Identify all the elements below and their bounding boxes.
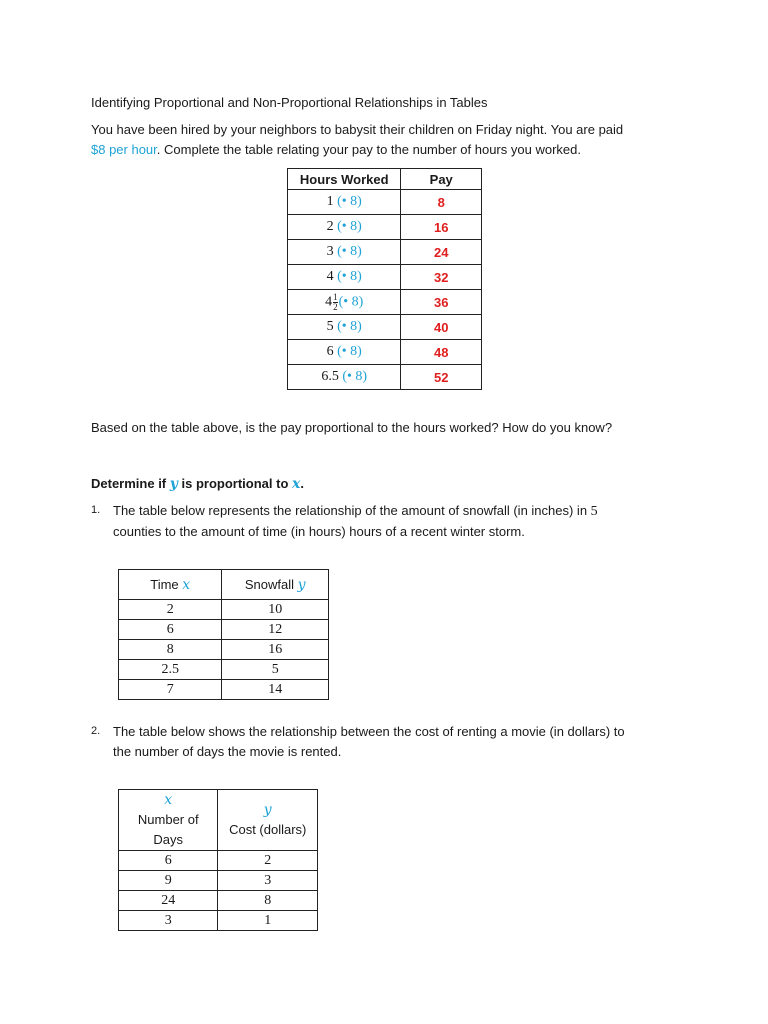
table-row bbox=[288, 315, 482, 340]
x-cell: 2.5 bbox=[119, 660, 222, 680]
table-row bbox=[288, 365, 482, 390]
hours-value: 2 bbox=[326, 219, 334, 234]
snow-header-snowfall bbox=[222, 570, 329, 600]
hours-value: 3 bbox=[326, 244, 334, 259]
pay-cell: 32 bbox=[401, 265, 482, 290]
fraction-numerator: 1 bbox=[333, 291, 338, 302]
table-row bbox=[119, 851, 318, 871]
y-cell: 2 bbox=[218, 851, 318, 871]
var-x: x bbox=[292, 476, 301, 492]
header-label: Number of bbox=[137, 812, 199, 827]
pay-cell: 52 bbox=[401, 365, 482, 390]
q1-line1-number: 5 bbox=[590, 504, 598, 519]
pay-table bbox=[287, 168, 482, 390]
table-row bbox=[288, 190, 482, 215]
pay-cell: 36 bbox=[401, 290, 482, 315]
header-label: Snowfall bbox=[244, 576, 298, 592]
x-cell: 8 bbox=[119, 640, 222, 660]
hours-value: 1 bbox=[326, 194, 334, 209]
pay-table-header-pay: Pay bbox=[401, 169, 482, 190]
multiplier: (• 8) bbox=[337, 244, 362, 259]
pay-cell: 24 bbox=[401, 240, 482, 265]
snowfall-table bbox=[118, 569, 329, 700]
multiplier: (• 8) bbox=[342, 369, 368, 384]
y-cell: 1 bbox=[218, 911, 318, 931]
header-label: Days bbox=[153, 832, 184, 847]
hours-value: 6.5 bbox=[321, 369, 339, 384]
hours-cell bbox=[288, 190, 401, 215]
y-cell: 12 bbox=[222, 620, 329, 640]
table-row bbox=[119, 891, 318, 911]
intro-paragraph bbox=[91, 120, 623, 160]
x-cell: 9 bbox=[119, 871, 218, 891]
var-y: y bbox=[169, 476, 178, 492]
question-2-text bbox=[113, 722, 625, 762]
movie-header-days bbox=[119, 790, 218, 851]
hours-value: 4 bbox=[326, 269, 334, 284]
header-var: x bbox=[164, 792, 173, 808]
intro-line2: . Complete the table relating your pay to the number of hours you worked. bbox=[156, 142, 581, 157]
determine-middle: is proportional to bbox=[177, 476, 292, 491]
q2-line2: the number of days the movie is rented. bbox=[113, 744, 342, 759]
determine-prefix: Determine if bbox=[91, 476, 170, 491]
fraction bbox=[333, 293, 338, 312]
question-1-number: 1. bbox=[91, 504, 101, 516]
hours-cell bbox=[288, 265, 401, 290]
table-row bbox=[119, 871, 318, 891]
table-row bbox=[119, 620, 329, 640]
pay-rate: $8 per hour bbox=[91, 142, 157, 157]
hours-cell bbox=[288, 340, 401, 365]
header-var: y bbox=[297, 576, 306, 593]
x-cell: 7 bbox=[119, 680, 222, 700]
table-row bbox=[288, 265, 482, 290]
table-row bbox=[119, 680, 329, 700]
table-row bbox=[119, 660, 329, 680]
pay-table-header-hours: Hours Worked bbox=[288, 169, 401, 190]
y-cell: 5 bbox=[222, 660, 329, 680]
movie-header-cost bbox=[218, 790, 318, 851]
pay-cell: 8 bbox=[401, 190, 482, 215]
determine-heading bbox=[91, 474, 304, 494]
worksheet-title: Identifying Proportional and Non-Proportional Relationships in Tables bbox=[91, 95, 488, 110]
intro-line1: You have been hired by your neighbors to babysit their children on Friday night. You are paid bbox=[91, 122, 624, 137]
x-cell: 2 bbox=[119, 600, 222, 620]
table-row bbox=[119, 640, 329, 660]
x-cell: 6 bbox=[119, 620, 222, 640]
table-row bbox=[288, 340, 482, 365]
snow-header-time bbox=[119, 570, 222, 600]
determine-suffix: . bbox=[300, 476, 304, 491]
question-1-text bbox=[113, 501, 598, 542]
question-2-number: 2. bbox=[91, 725, 101, 737]
header-var: y bbox=[263, 802, 272, 818]
hours-value: 6 bbox=[326, 344, 334, 359]
x-cell: 24 bbox=[119, 891, 218, 911]
q1-line2: counties to the amount of time (in hours) hours of a recent winter storm. bbox=[113, 524, 525, 539]
table-row bbox=[288, 240, 482, 265]
hours-cell bbox=[288, 290, 401, 315]
pay-cell: 40 bbox=[401, 315, 482, 340]
header-var: x bbox=[182, 576, 191, 593]
pay-cell: 16 bbox=[401, 215, 482, 240]
x-cell: 6 bbox=[119, 851, 218, 871]
header-label: Time bbox=[150, 576, 183, 592]
multiplier: (• 8) bbox=[337, 269, 362, 284]
table-row bbox=[288, 215, 482, 240]
multiplier: (• 8) bbox=[337, 219, 362, 234]
x-cell: 3 bbox=[119, 911, 218, 931]
hours-value: 5 bbox=[326, 319, 334, 334]
multiplier: (• 8) bbox=[338, 294, 364, 310]
y-cell: 10 bbox=[222, 600, 329, 620]
hours-cell bbox=[288, 365, 401, 390]
multiplier: (• 8) bbox=[337, 194, 362, 209]
table-row bbox=[119, 600, 329, 620]
hours-value: 4 bbox=[325, 294, 333, 310]
y-cell: 8 bbox=[218, 891, 318, 911]
table-row bbox=[119, 911, 318, 931]
q2-line1: The table below shows the relationship between the cost of renting a movie (in dollars) to bbox=[113, 724, 625, 739]
y-cell: 16 bbox=[222, 640, 329, 660]
header-label: Cost (dollars) bbox=[229, 822, 307, 837]
multiplier: (• 8) bbox=[337, 319, 362, 334]
proportional-question: Based on the table above, is the pay proportional to the hours worked? How do you know? bbox=[91, 420, 613, 435]
hours-cell bbox=[288, 240, 401, 265]
pay-cell: 48 bbox=[401, 340, 482, 365]
y-cell: 14 bbox=[222, 680, 329, 700]
q1-line1: The table below represents the relationship of the amount of snowfall (in inches) in bbox=[113, 503, 588, 518]
hours-cell bbox=[288, 215, 401, 240]
fraction-denominator: 2 bbox=[333, 301, 338, 312]
hours-cell bbox=[288, 315, 401, 340]
movie-rental-table bbox=[118, 789, 318, 931]
multiplier: (• 8) bbox=[337, 344, 362, 359]
y-cell: 3 bbox=[218, 871, 318, 891]
table-row bbox=[288, 290, 482, 315]
